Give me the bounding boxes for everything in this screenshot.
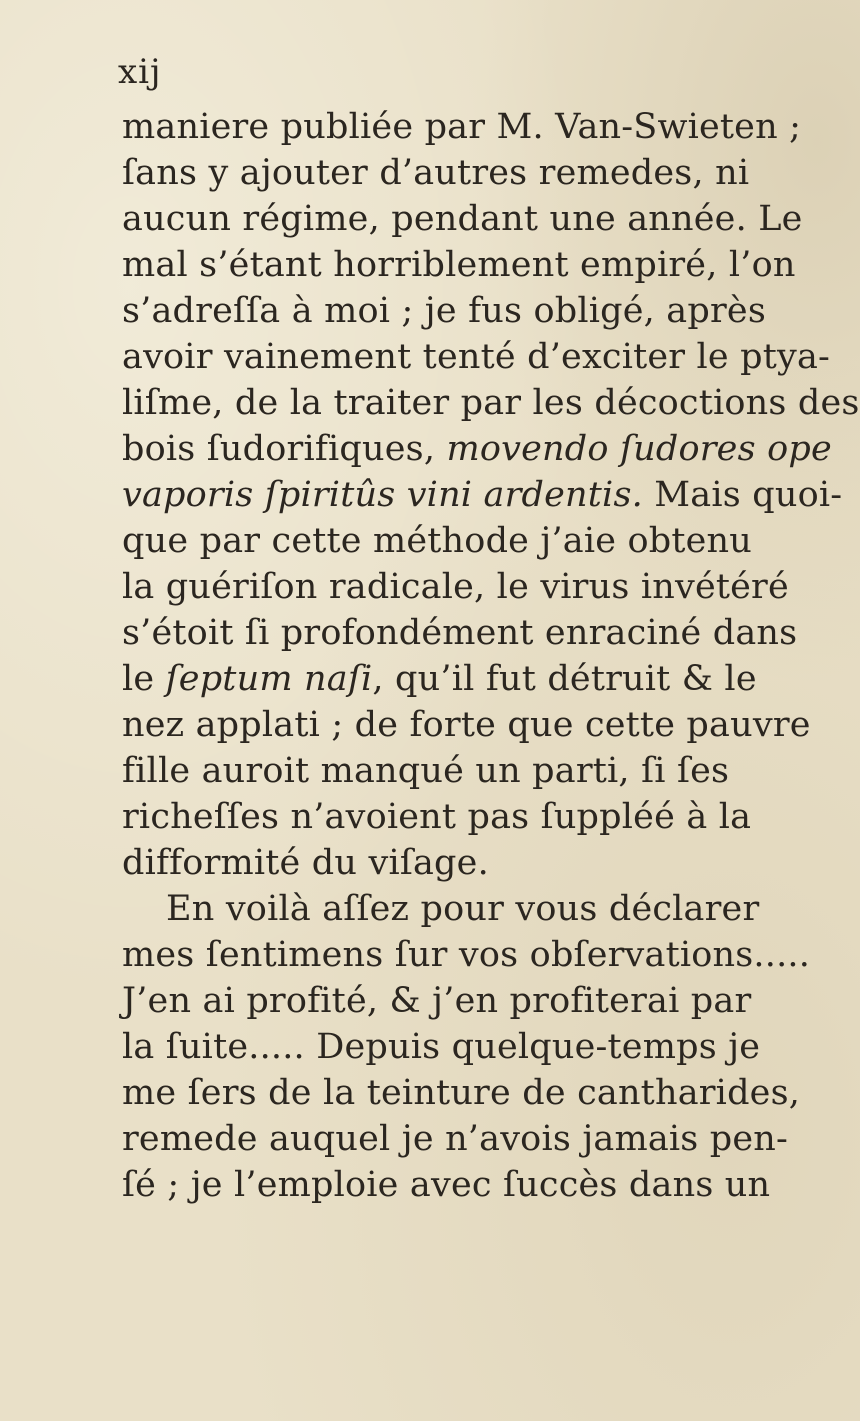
text-line <box>122 794 752 840</box>
text-line <box>122 748 730 794</box>
text-segment: , qu’il fut détruit & le <box>372 659 757 699</box>
text-line <box>122 656 757 702</box>
text-line <box>122 840 712 886</box>
text-line <box>122 702 811 748</box>
body-text <box>122 104 860 1208</box>
italic-latin-phrase: ſeptum naſi <box>165 659 373 699</box>
text-segment: J’en ai profité, & j’en profiterai par <box>122 981 752 1021</box>
text-segment: Mais quoi- <box>642 475 843 515</box>
text-line <box>122 1116 789 1162</box>
text-segment: richeſſes n’avoient pas ſuppléé à la <box>122 797 752 837</box>
text-segment: fille auroit manqué un parti, ſi ſes <box>122 751 730 791</box>
text-segment: ſé ; je l’emploie avec ſuccès dans un <box>122 1165 771 1205</box>
text-line <box>122 1024 761 1070</box>
italic-latin-phrase: vaporis ſpiritûs vini ardentis. <box>122 475 643 515</box>
text-segment: ſans y ajouter d’autres remedes, ni <box>122 153 750 193</box>
text-line <box>122 978 752 1024</box>
text-segment: En voilà aſſez pour vous déclarer <box>166 889 760 929</box>
text-line <box>122 426 832 472</box>
text-segment: aucun régime, pendant une année. Le <box>122 199 803 239</box>
text-line <box>122 196 803 242</box>
text-line <box>122 334 831 380</box>
text-segment: maniere publiée par M. Van-Swieten ; <box>122 107 802 147</box>
text-line <box>122 150 750 196</box>
text-segment: liſme, de la traiter par les décoctions des <box>122 383 860 423</box>
italic-latin-phrase: movendo ſudores ope <box>446 429 832 469</box>
text-line <box>122 472 843 518</box>
text-segment: la ſuite..... Depuis quelque-temps je <box>122 1027 761 1067</box>
text-segment: bois ſudorifiques, <box>122 429 447 469</box>
text-line <box>122 242 796 288</box>
text-segment: mes ſentimens ſur vos obſervations..... <box>122 935 811 975</box>
text-line <box>122 518 753 564</box>
text-line <box>122 610 798 656</box>
text-segment: difformité du viſage. <box>122 843 489 883</box>
text-line <box>122 886 760 932</box>
text-line <box>122 1162 771 1208</box>
text-line <box>122 932 811 978</box>
text-segment: que par cette méthode j’aie obtenu <box>122 521 753 561</box>
text-segment: avoir vainement tenté d’exciter le ptya- <box>122 337 831 377</box>
text-line <box>122 1070 801 1116</box>
text-segment: s’étoit ſi profondément enraciné dans <box>122 613 798 653</box>
page-number: xij <box>118 52 162 92</box>
text-segment: s’adreſſa à moi ; je fus obligé, après <box>122 291 766 331</box>
text-line <box>122 380 860 426</box>
text-segment: nez applati ; de forte que cette pauvre <box>122 705 811 745</box>
text-segment: me ſers de la teinture de cantharides, <box>122 1073 801 1113</box>
text-segment: remede auquel je n’avois jamais pen- <box>122 1119 789 1159</box>
text-line <box>122 104 802 150</box>
text-line <box>122 564 789 610</box>
text-segment: le <box>122 659 166 699</box>
text-segment: la guériſon radicale, le virus invétéré <box>122 567 789 607</box>
text-segment: mal s’étant horriblement empiré, l’on <box>122 245 796 285</box>
text-line <box>122 288 766 334</box>
